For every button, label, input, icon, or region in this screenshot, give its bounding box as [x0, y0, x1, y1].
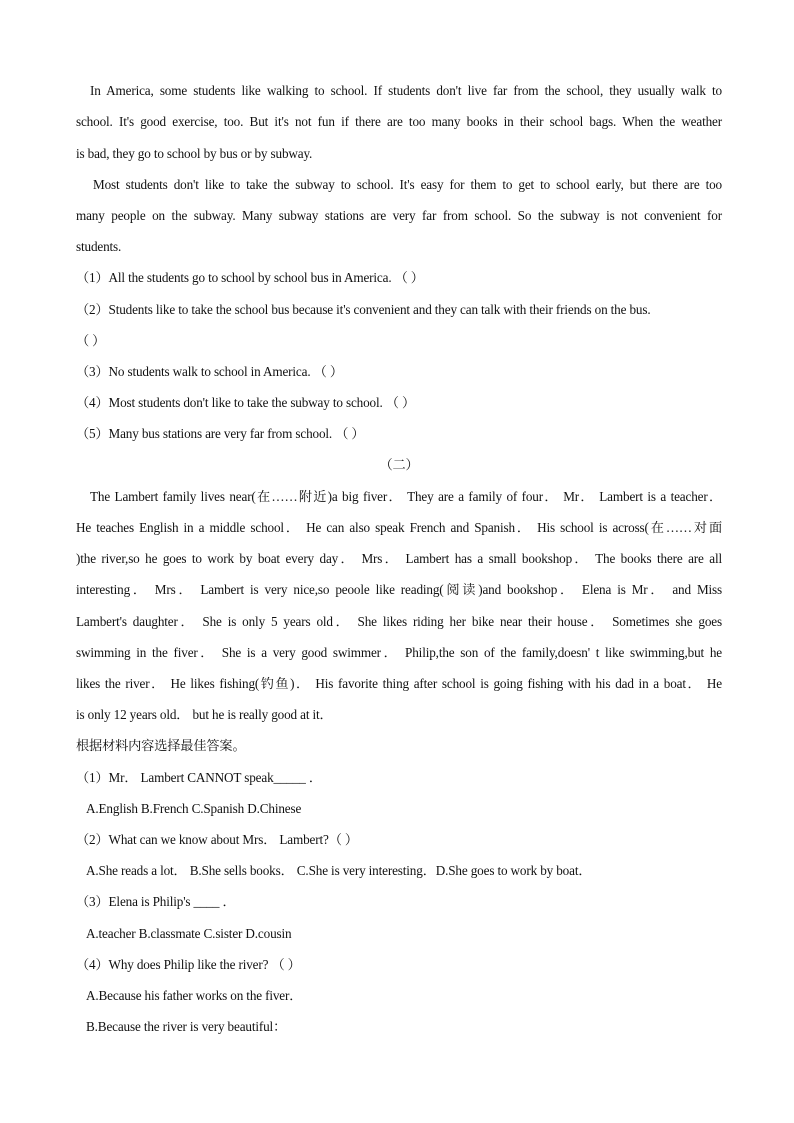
text-line: A.Because his father works on the fiver． — [86, 988, 303, 1003]
text-line: （2）What can we know about Mrs． Lambert?（ ） — [76, 832, 358, 847]
text-line: swimming in the fiver． She is a very good swimmer． Philip,the son of the family,doesn' t like swimming,but he — [76, 645, 722, 660]
text-line: is bad, they go to school by bus or by subway. — [76, 146, 313, 161]
text-line: （1）Mr． Lambert CANNOT speak_____ ． — [76, 770, 322, 785]
text-line: A.teacher B.classmate C.sister D.cousin — [86, 926, 292, 941]
text-line: In America, some students like walking to school. If students don't live far from the school, they usually walk to — [90, 83, 722, 98]
text-line: B.Because the river is very beautiful： — [86, 1019, 287, 1034]
text-line: He teaches English in a middle school． He can also speak French and Spanish． His school is across(在……对面 — [76, 520, 722, 535]
text-line: A.She reads a lot． B.She sells books． C.She is very interesting．D.She goes to work by boat． — [86, 863, 592, 878]
text-line: many people on the subway. Many subway stations are very far from school. So the subway is not convenient for — [76, 208, 722, 223]
text-line: Lambert's daughter． She is only 5 years old． She likes riding her bike near their house． Sometimes she goes — [76, 614, 722, 629]
text-line: （5）Many bus stations are very far from school. （ ） — [76, 426, 365, 441]
text-line: Most students don't like to take the subway to school. It's easy for them to get to school early, but there are too — [93, 177, 722, 192]
text-line: students. — [76, 239, 122, 254]
text-line: The Lambert family lives near(在……附近)a big fiver． They are a family of four． Mr． Lambert is a teacher． — [90, 489, 722, 504]
text-line: )the river,so he goes to work by boat every day． Mrs． Lambert has a small bookshop． The books there are all — [76, 551, 722, 566]
text-line: （3）No students walk to school in America. （ ） — [76, 364, 343, 379]
text-line: school. It's good exercise, too. But it's not fun if there are too many books in their school bags. When the weather — [76, 114, 722, 129]
text-line: interesting． Mrs． Lambert is very nice,so peoole like reading(阅读)and bookshop． Elena is Mr． and Miss — [76, 582, 722, 597]
text-line: （3）Elena is Philip's ____ ． — [76, 894, 236, 909]
text-line: （二） — [379, 457, 419, 472]
text-line: （4）Most students don't like to take the subway to school. （ ） — [76, 395, 416, 410]
text-line: （1）All the students go to school by school bus in America. （ ） — [76, 270, 424, 285]
text-line: likes the river． He likes fishing(钓鱼)． His favorite thing after school is going fishing with his dad in a boat． He — [76, 676, 722, 691]
text-line: （4）Why does Philip like the river? （ ） — [76, 957, 301, 972]
text-line: A.English B.French C.Spanish D.Chinese — [86, 801, 302, 816]
text-line: 根据材料内容选择最佳答案。 — [76, 738, 246, 753]
text-line: （2）Students like to take the school bus because it's convenient and they can talk with their friends on the bus. — [76, 302, 651, 317]
text-line: （ ） — [76, 333, 106, 348]
text-line: is only 12 years old． but he is really good at it． — [76, 707, 333, 722]
